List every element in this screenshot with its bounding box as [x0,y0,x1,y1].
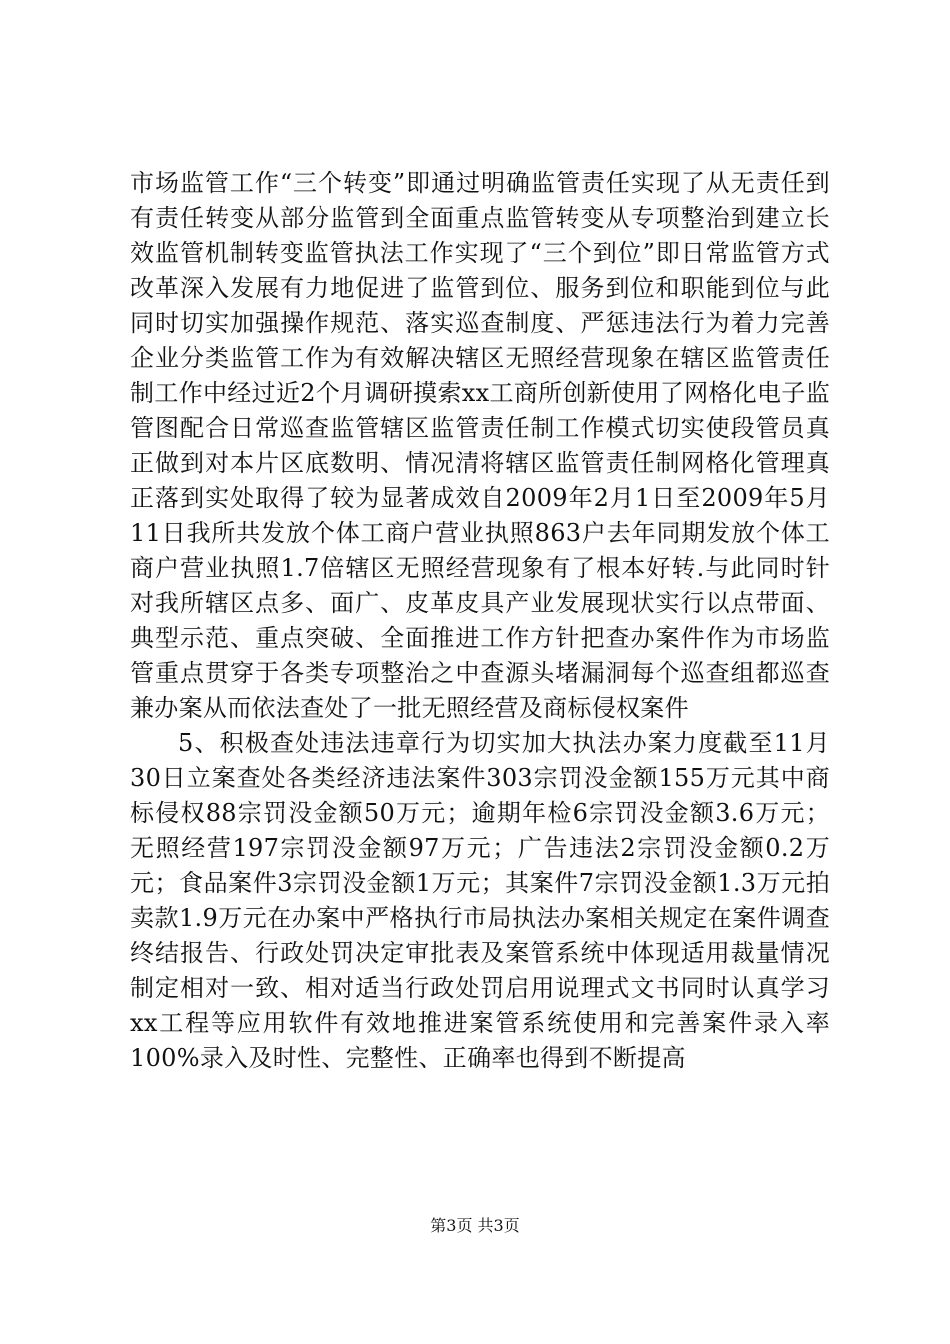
paragraph-1: 市场监管工作“三个转变”即通过明确监管责任实现了从无责任到有责任转变从部分监管到全面重点监管转变从专项整治到建立长效监管机制转变监管执法工作实现了“三个到位”即日常监管方式改革深入发展有力地促进了监管到位、服务到位和职能到位与此同时切实加强操作规范、落实巡查制度、严惩违法行为着力完善企业分类监管工作为有效解决辖区无照经营现象在辖区监管责任制工作中经过近2个月调研摸索xx工商所创新使用了网格化电子监管图配合日常巡查监管辖区监管责任制工作模式切实使段管员真正做到对本片区底数明、情况清将辖区监管责任制网格化管理真正落到实处取得了较为显著成效自2009年2月1日至2009年5月11日我所共发放个体工商户营业执照863户去年同期发放个体工商户营业执照1.7倍辖区无照经营现象有了根本好转.与此同时针对我所辖区点多、面广、皮革皮具产业发展现状实行以点带面、典型示范、重点突破、全面推进工作方针把查办案件作为市场监管重点贯穿于各类专项整治之中查源头堵漏洞每个巡查组都巡查兼办案从而依法查处了一批无照经营及商标侵权案件 [130,169,830,722]
page-footer: 第3页 共3页 [430,1216,520,1235]
paragraph-2: 5、积极查处违法违章行为切实加大执法办案力度截至11月30日立案查处各类经济违法案件303宗罚没金额155万元其中商标侵权88宗罚没金额50万元；逾期年检6宗罚没金额3.6万元；无照经营197宗罚没金额97万元；广告违法2宗罚没金额0.2万元；食品案件3宗罚没金额1万元；其案件7宗罚没金额1.3万元拍卖款1.9万元在办案中严格执行市局执法办案相关规定在案件调查终结报告、行政处罚决定审批表及案管系统中体现适用裁量情况制定相对一致、相对适当行政处罚启用说理式文书同时认真学习xx工程等应用软件有效地推进案管系统使用和完善案件录入率100%录入及时性、完整性、正确率也得到不断提高 [130,729,830,1072]
document-body [130,166,830,1076]
